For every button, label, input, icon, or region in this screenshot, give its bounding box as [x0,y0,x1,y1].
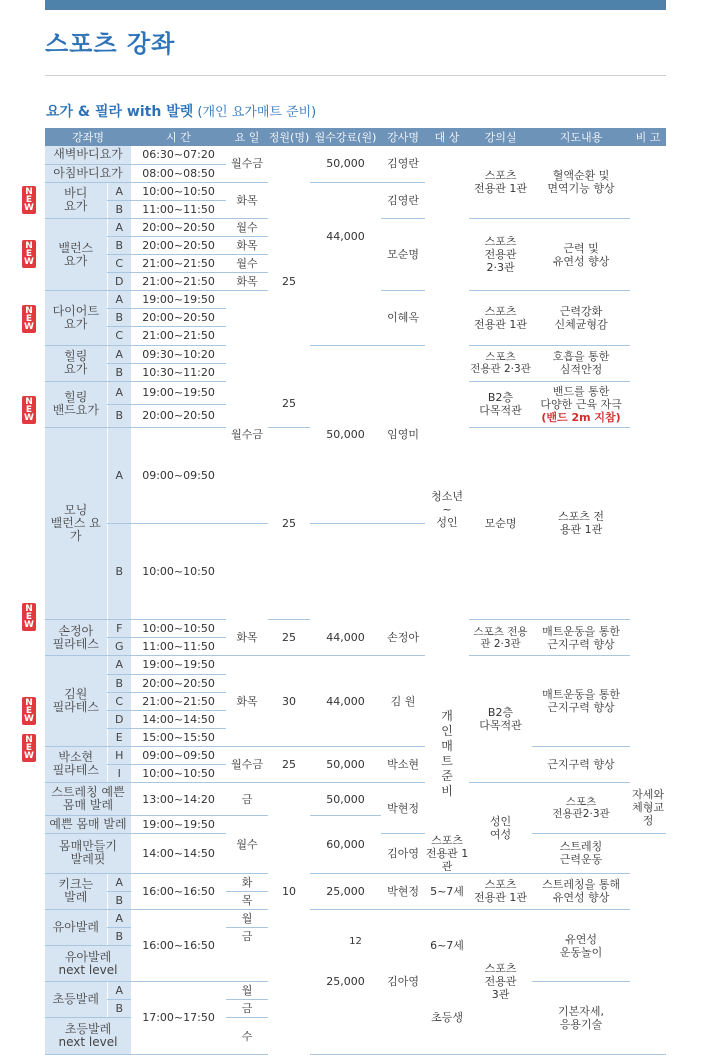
course-capacity: 25 [282,275,297,289]
course-level: H [107,746,131,764]
course-name: 아침바디요가 [45,164,131,182]
course-content: 기본자세, 응용기술 [532,982,630,1054]
remark-blank [630,909,666,1054]
course-day: 화목 [226,273,268,291]
course-fee: 50,000 [310,746,381,782]
course-day: 화 [226,873,268,891]
course-level: A [107,381,131,404]
course-level: B [107,674,131,692]
course-capacity: 25 [268,427,310,620]
course-name: 밸런스 요가 [45,218,107,290]
course-level: A [107,656,131,674]
course-day: 월수금 [226,746,268,782]
new-badge-diet-yoga: N E W [22,305,36,333]
remark-blank [630,146,666,692]
course-fee: 25,000 [310,909,381,1054]
course-time: 09:30~10:20 [131,345,226,363]
new-badge-kids-ballet: N E W [22,734,36,762]
course-content: 근력 및 유연성 향상 [532,218,630,290]
course-fee: 50,000 [310,345,381,523]
top-accent-bar [45,0,666,10]
course-day: 월 [226,909,268,927]
header-capacity: 정원(명) [268,128,310,146]
course-time: 08:00~08:50 [131,164,226,182]
header-room: 강의실 [469,128,532,146]
header-course: 강좌명 [45,128,131,146]
course-day: 금 [226,927,268,981]
course-content: 스트레칭을 통해 유연성 향상 [532,873,630,909]
course-time: 14:00~14:50 [131,834,226,874]
course-table [45,128,666,1055]
table-row [45,656,666,674]
course-level: A [107,182,131,200]
course-capacity-blank [268,146,310,182]
course-level: B [107,200,131,218]
course-time: 13:00~14:20 [131,783,226,816]
course-time: 11:00~11:50 [131,200,226,218]
course-level: F [107,620,131,638]
course-time: 19:00~19:50 [131,656,226,674]
course-name: 바디 요가 [45,182,107,218]
course-day: 화목 [226,656,268,746]
course-content: 근력강화 신체균형감 [532,291,630,345]
remark: 개 인 매 트 준 비 [441,708,453,798]
course-target-blank [425,291,469,345]
course-time: 19:00~19:50 [131,816,226,834]
course-time: 20:00~20:50 [131,309,226,327]
course-day: 월수 [226,218,268,236]
course-time: 06:30~07:20 [131,146,226,164]
header-time: 시 간 [131,128,226,146]
header-day: 요 일 [226,128,268,146]
course-level: A [107,291,131,309]
course-time: 10:00~10:50 [131,764,226,782]
course-name: 힐링 요가 [45,345,107,381]
course-name: 손정아 필라테스 [45,620,107,656]
course-level: B [107,891,131,909]
header-content: 지도내용 [532,128,630,146]
course-fee: 44,000 [310,656,381,746]
table-row [45,620,666,638]
course-content: 호흡을 통한 심적안정 [532,345,630,381]
course-time: 10:00~10:50 [131,523,226,619]
table-header-row [45,128,666,146]
course-level: A [107,345,131,363]
course-target: 초등생 [425,982,469,1054]
table-row [45,746,666,764]
course-level: B [107,309,131,327]
course-time: 15:00~15:50 [131,728,226,746]
course-room: B2층 다목적관 [469,656,532,783]
course-time: 21:00~21:50 [131,255,226,273]
course-day: 월수 [226,816,268,874]
course-room: 스포츠 전용관 3관 [469,909,532,1054]
course-instructor: 박현정 [381,783,425,834]
course-name: 힐링 밴드요가 [45,381,107,427]
course-name: 스트레칭 예쁜 몸매 발레 [45,783,131,816]
course-day: 월수 [226,255,268,273]
course-level: B [107,363,131,381]
course-content [532,381,630,427]
table-row [45,146,666,164]
course-capacity-blank [268,783,310,874]
course-day: 수 [226,1018,268,1054]
content-band: 밴드를 통한 다양한 근육 자극 [540,384,622,411]
content-band-note: (밴드 2m 지참) [541,410,621,424]
course-time: 20:00~20:50 [131,674,226,692]
course-day: 금 [226,1000,268,1018]
course-time: 20:00~20:50 [131,236,226,254]
table-row [45,873,666,891]
course-time: 21:00~21:50 [131,273,226,291]
course-instructor: 모순명 [469,427,532,620]
course-day: 월수금 [226,146,268,182]
course-name: 새벽바디요가 [45,146,131,164]
course-instructor: 모순명 [381,218,425,290]
table-row [45,345,666,363]
course-level: A [107,427,131,523]
course-day: 월수금 [226,345,268,523]
course-name: 다이어트 요가 [45,291,107,345]
course-name: 몸매만들기 발레핏 [45,834,131,874]
course-time: 10:00~10:50 [131,620,226,638]
course-level: B [107,1000,131,1018]
course-time: 09:00~09:50 [131,427,226,523]
course-capacity: 10 [282,884,297,898]
new-badge-balance-yoga: N E W [22,240,36,268]
course-room: 스포츠 전용관 1관 [469,146,532,218]
course-capacity: 25 [268,746,310,782]
course-content: 스트레칭 근력운동 [532,834,630,874]
course-level: G [107,638,131,656]
course-name: 예쁜 몸매 발레 [45,816,131,834]
course-instructor: 손정아 [381,620,425,656]
table-row [45,909,666,927]
course-time: 21:00~21:50 [131,692,226,710]
course-room: B2층 다목적관 [469,381,532,427]
course-fee: 60,000 [310,816,381,874]
course-target: 성인 여성 [469,783,532,874]
course-level: A [107,982,131,1000]
course-instructor: 김영란 [381,146,425,182]
course-content: 유연성 운동놀이 [532,909,630,981]
course-fee: 50,000 [310,146,381,182]
course-name: 박소현 필라테스 [45,746,107,782]
course-level: B [107,927,131,945]
course-level: B [107,523,131,619]
course-room: 스포츠 전용관 1관 [469,291,532,345]
section-title-text: 요가 & 필라 with 발렛 [46,104,194,120]
course-content: 매트운동을 통한 근지구력 향상 [532,656,630,746]
course-time: 20:00~20:50 [131,218,226,236]
course-day: 화목 [226,236,268,254]
course-level: A [107,909,131,927]
course-content: 자세와 체형교정 [630,783,666,834]
course-level: D [107,273,131,291]
header-target: 대 상 [425,128,469,146]
course-name: 초등발레 next level [45,1018,131,1054]
course-instructor: 김아영 [381,834,425,874]
course-capacity: 25 [268,620,310,656]
page-title: 스포츠 강좌 [45,30,176,58]
course-capacity: 25 [268,381,310,427]
course-name: 김원 필라테스 [45,656,107,746]
course-name: 유아발레 next level [45,946,131,982]
course-room: 스포츠 전용 관 2·3관 [469,620,532,656]
course-day: 화목 [226,182,268,218]
course-time: 21:00~21:50 [131,327,226,345]
new-badge-park-pilates: N E W [22,603,36,631]
course-fee: 44,000 [310,620,381,656]
course-level: C [107,327,131,345]
course-room: 스포츠 전용관 2·3관 [469,345,532,381]
course-room: 스포츠 전용관 2·3관 [469,218,532,290]
course-instructor: 박현정 [381,873,425,909]
course-target-blank [425,146,469,218]
course-room: 스포츠 전용관 1관 [425,833,469,873]
new-badge-healing-band: N E W [22,396,36,424]
section-note: (개인 요가매트 준비) [193,105,317,120]
course-day: 화목 [226,620,268,656]
course-time: 20:00~20:50 [131,404,226,427]
course-target: 6~7세 [430,939,464,953]
section-title [46,101,316,121]
course-level: D [107,710,131,728]
course-instructor: 이혜옥 [381,291,425,345]
course-level: C [107,255,131,273]
course-capacity-blank [268,909,310,1054]
course-time: 16:00~16:50 [131,909,226,981]
course-content: 혈액순환 및 면역기능 향상 [532,146,630,218]
course-time: 19:00~19:50 [131,291,226,309]
course-level: B [107,404,131,427]
course-level: A [107,873,131,891]
course-time: 11:00~11:50 [131,638,226,656]
course-level: I [107,764,131,782]
course-instructor: 박소현 [381,746,425,782]
course-target: 5~7세 [425,873,469,909]
new-badge-body-yoga: N E W [22,186,36,214]
course-day: 월 [226,982,268,1000]
course-target: 청소년 ~ 성인 [431,490,463,530]
course-target-blank [425,218,469,290]
course-fee-blank [310,291,381,345]
course-time: 19:00~19:50 [131,381,226,404]
course-instructor: 김영란 [381,182,425,218]
course-name: 초등발레 [45,982,107,1018]
course-time: 10:00~10:50 [131,182,226,200]
course-level: B [107,236,131,254]
page-number: 12 [349,936,362,947]
header-remark: 비 고 [630,128,666,146]
course-room: 스포츠 전 용관 1관 [532,427,630,620]
course-instructor: 김아영 [381,909,425,1054]
course-room: 스포츠 전용관 1관 [469,873,532,909]
course-instructor: 임영미 [381,345,425,523]
course-fee: 25,000 [310,873,381,909]
table-row [45,783,666,816]
course-name: 키크는 발레 [45,873,107,909]
course-time: 14:00~14:50 [131,710,226,728]
course-name: 유아발레 [45,909,107,945]
course-level: E [107,728,131,746]
course-fee: 50,000 [310,783,381,816]
course-day: 목 [226,891,268,909]
table-row [45,291,666,309]
title-divider [45,75,666,76]
course-instructor: 김 원 [381,656,425,746]
course-fee: 44,000 [326,230,365,244]
course-name: 모닝 밸런스 요가 [45,427,107,620]
course-time: 09:00~09:50 [131,746,226,764]
new-badge-body-make: N E W [22,697,36,725]
course-time: 16:00~16:50 [131,873,226,909]
course-day-blank [226,291,268,345]
course-day: 금 [226,783,268,816]
header-instructor: 강사명 [381,128,425,146]
course-level: A [107,218,131,236]
course-content: 근지구력 향상 [532,746,630,782]
course-level: C [107,692,131,710]
course-content: 매트운동을 통한 근지구력 향상 [532,620,630,656]
course-time: 17:00~17:50 [131,982,226,1054]
course-time: 10:30~11:20 [131,363,226,381]
course-capacity: 30 [268,656,310,746]
header-fee: 월수강료(원) [310,128,381,146]
course-room: 스포츠 전용관2·3관 [532,783,630,834]
